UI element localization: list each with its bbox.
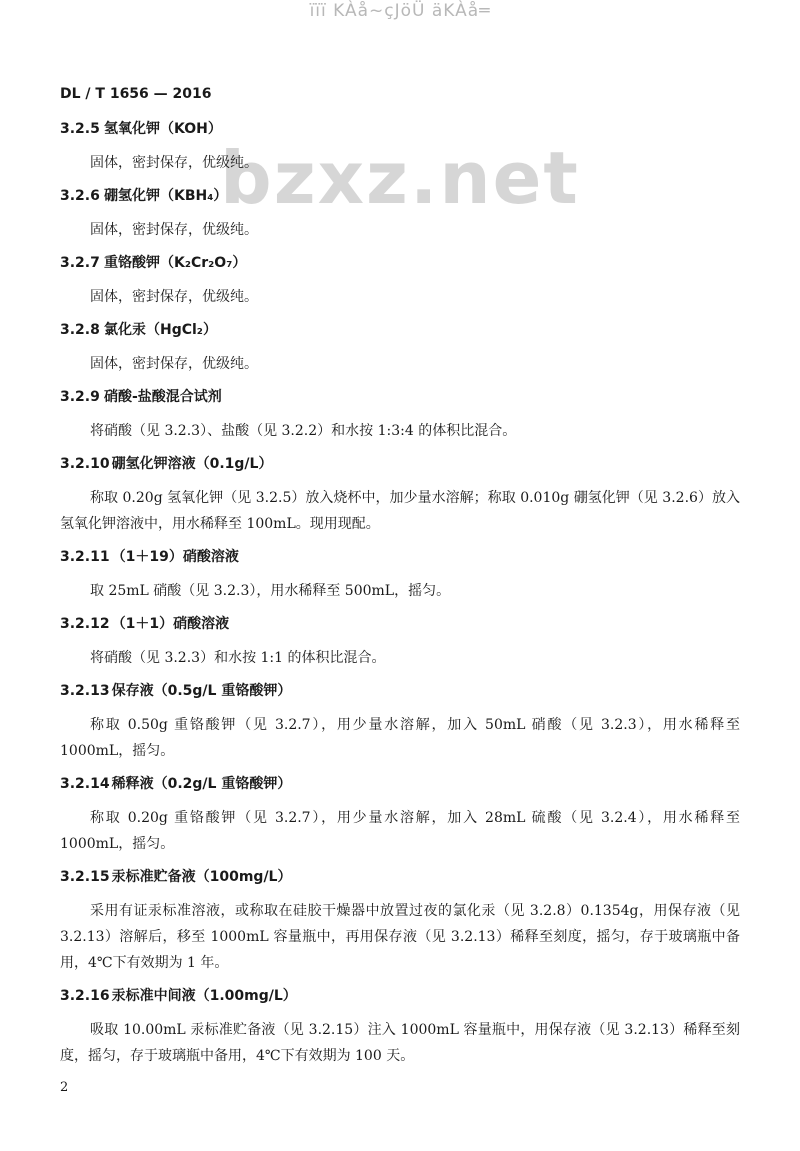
section xyxy=(60,680,740,764)
section xyxy=(60,773,740,857)
section-title: 汞标准中间液（1.00mg/L） xyxy=(111,988,297,1004)
section-paragraph: 将硝酸（见 3.2.3）、盐酸（见 3.2.2）和水按 1:3:4 的体积比混合。 xyxy=(90,423,517,439)
section-paragraph: 将硝酸（见 3.2.3）和水按 1:1 的体积比混合。 xyxy=(90,650,386,666)
section-number: 3.2.7 xyxy=(60,255,100,271)
section-number: 3.2.16 xyxy=(60,988,110,1004)
section-heading xyxy=(60,118,740,140)
header-garbled-text: ïïï KÀå~çJöÜ äKÀå═ xyxy=(309,1,491,21)
section-heading xyxy=(60,866,740,888)
section xyxy=(60,319,740,377)
section xyxy=(60,185,740,243)
section xyxy=(60,118,740,176)
section-heading xyxy=(60,319,740,341)
section-paragraph: 吸取 10.00mL 汞标准贮备液（见 3.2.15）注入 1000mL 容量瓶中，用保存液（见 3.2.13）稀释至刻度，摇匀，存于玻璃瓶中备用，4℃下有效期为 100 天。 xyxy=(60,1022,740,1064)
section-number: 3.2.15 xyxy=(60,869,110,885)
section-title: 汞标准贮备液（100mg/L） xyxy=(111,869,292,885)
section-heading xyxy=(60,252,740,274)
section-number: 3.2.13 xyxy=(60,683,110,699)
section-title: 氢氧化钾（KOH） xyxy=(104,121,222,137)
section-title: 重铬酸钾（K₂Cr₂O₇） xyxy=(104,255,247,271)
section-heading xyxy=(60,680,740,702)
watermark: bzxz.net xyxy=(220,136,580,220)
section-heading xyxy=(60,386,740,408)
section-heading xyxy=(60,453,740,475)
section-number: 3.2.8 xyxy=(60,322,100,338)
section xyxy=(60,985,740,1069)
section xyxy=(60,546,740,604)
section-number: 3.2.14 xyxy=(60,776,110,792)
section-title: 保存液（0.5g/L 重铬酸钾） xyxy=(111,683,292,699)
section-paragraph: 取 25mL 硝酸（见 3.2.3），用水稀释至 500mL，摇匀。 xyxy=(90,583,451,599)
section-paragraph: 固体，密封保存，优级纯。 xyxy=(90,222,258,238)
section xyxy=(60,866,740,976)
section-heading xyxy=(60,185,740,207)
section-title: 氯化汞（HgCl₂） xyxy=(104,322,217,338)
section-title: 稀释液（0.2g/L 重铬酸钾） xyxy=(111,776,292,792)
section-heading xyxy=(60,546,740,568)
section-heading xyxy=(60,613,740,635)
section-title: 硼氢化钾溶液（0.1g/L） xyxy=(111,456,273,472)
document-body xyxy=(60,118,740,1078)
section-paragraph: 固体，密封保存，优级纯。 xyxy=(90,289,258,305)
standard-code: DL / T 1656 — 2016 xyxy=(60,86,212,102)
section xyxy=(60,252,740,310)
section-number: 3.2.11 xyxy=(60,549,110,565)
section-paragraph: 称取 0.20g 重铬酸钾（见 3.2.7），用少量水溶解，加入 28mL 硫酸（见 3.2.4），用水稀释至 1000mL，摇匀。 xyxy=(60,810,740,852)
section-paragraph: 固体，密封保存，优级纯。 xyxy=(90,356,258,372)
section xyxy=(60,453,740,537)
section xyxy=(60,386,740,444)
section-title: 硝酸-盐酸混合试剂 xyxy=(104,389,222,405)
page-number: 2 xyxy=(60,1080,69,1095)
section-number: 3.2.5 xyxy=(60,121,100,137)
section-paragraph: 采用有证汞标准溶液，或称取在硅胶干燥器中放置过夜的氯化汞（见 3.2.8）0.1354g，用保存液（见 3.2.13）溶解后，移至 1000mL 容量瓶中，再用保存液（见 3.2.13）稀释至刻度，摇匀，存于玻璃瓶中备用，4℃下有效期为 1 年。 xyxy=(60,903,740,971)
section-title: （1＋19）硝酸溶液 xyxy=(111,549,239,565)
section-paragraph: 称取 0.20g 氢氧化钾（见 3.2.5）放入烧杯中，加少量水溶解；称取 0.010g 硼氢化钾（见 3.2.6）放入氢氧化钾溶液中，用水稀释至 100mL。现用现配。 xyxy=(60,490,740,532)
section-title: （1＋1）硝酸溶液 xyxy=(111,616,230,632)
section-heading xyxy=(60,985,740,1007)
section-number: 3.2.9 xyxy=(60,389,100,405)
section-title: 硼氢化钾（KBH₄） xyxy=(104,188,228,204)
section-paragraph: 固体，密封保存，优级纯。 xyxy=(90,155,258,171)
section-number: 3.2.12 xyxy=(60,616,110,632)
section xyxy=(60,613,740,671)
section-number: 3.2.10 xyxy=(60,456,110,472)
section-heading xyxy=(60,773,740,795)
section-paragraph: 称取 0.50g 重铬酸钾（见 3.2.7），用少量水溶解，加入 50mL 硝酸（见 3.2.3），用水稀释至 1000mL，摇匀。 xyxy=(60,717,740,759)
section-number: 3.2.6 xyxy=(60,188,100,204)
